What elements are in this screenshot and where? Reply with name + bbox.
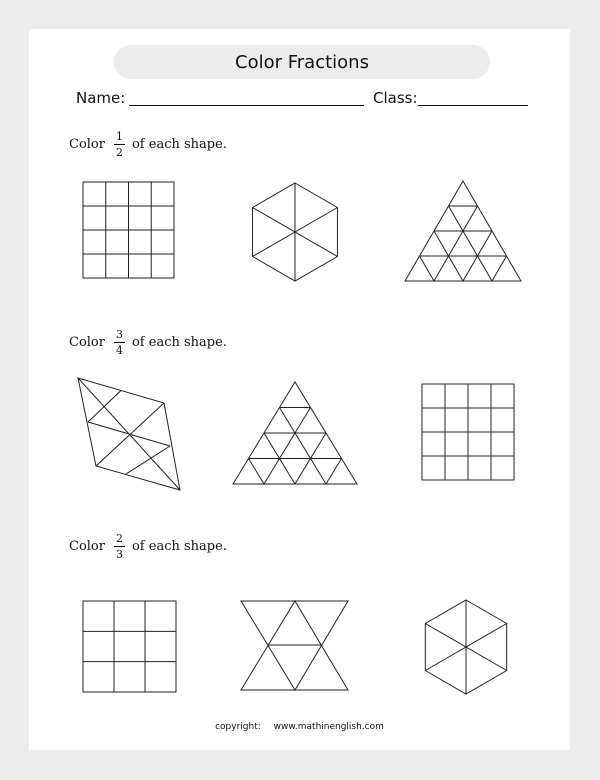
fraction-1-numerator: 1 — [115, 130, 123, 143]
triangle-grid-line — [264, 408, 311, 485]
instruction-2-suffix: of each shape. — [131, 335, 227, 350]
triangle-grid-line — [434, 206, 478, 281]
shape-1-triangle[interactable] — [405, 181, 521, 281]
shape-2-rhombus[interactable] — [78, 378, 180, 490]
fraction-1-denominator: 2 — [115, 146, 123, 159]
name-label: Name: — [76, 89, 126, 107]
shape-2-triangle[interactable] — [233, 382, 357, 484]
shape-3-hexagon[interactable] — [425, 600, 506, 694]
instruction-1-suffix: of each shape. — [131, 137, 227, 152]
copyright-website[interactable]: www.mathinenglish.com — [273, 722, 384, 732]
triangle-grid-line — [249, 459, 265, 485]
copyright-label: copyright: — [215, 722, 261, 732]
grid-outline — [83, 601, 176, 692]
triangle-grid-line — [449, 206, 493, 281]
rhombus-inner-line — [126, 446, 170, 474]
fraction-3-denominator: 3 — [115, 548, 123, 561]
triangle-grid-line — [326, 459, 342, 485]
instruction-2-prefix: Color — [69, 335, 105, 350]
instruction-1-prefix: Color — [69, 137, 105, 152]
shape-1-hexagon[interactable] — [253, 183, 338, 281]
triangle-grid-line — [492, 256, 507, 281]
triangle-grid-line — [420, 256, 435, 281]
instruction-3-prefix: Color — [69, 539, 105, 554]
triangle-grid-line — [280, 408, 327, 485]
class-label: Class: — [373, 89, 418, 107]
title-text: Color Fractions — [235, 51, 369, 73]
fraction-2-denominator: 4 — [115, 344, 123, 357]
shape-1-grid[interactable] — [83, 182, 174, 278]
rhombus-inner-line — [88, 422, 129, 434]
shape-2-grid[interactable] — [422, 384, 514, 480]
shape-3-hourglass[interactable] — [241, 601, 348, 690]
instruction-3-suffix: of each shape. — [131, 539, 227, 554]
fraction-shapes — [29, 29, 570, 750]
fraction-3-numerator: 2 — [115, 532, 123, 545]
rhombus-inner-line — [129, 434, 170, 446]
copyright-footer — [29, 722, 570, 732]
rhombus-inner-line — [88, 391, 121, 423]
shape-3-grid[interactable] — [83, 601, 176, 692]
fraction-2-numerator: 3 — [115, 328, 123, 341]
worksheet-page — [29, 29, 570, 750]
